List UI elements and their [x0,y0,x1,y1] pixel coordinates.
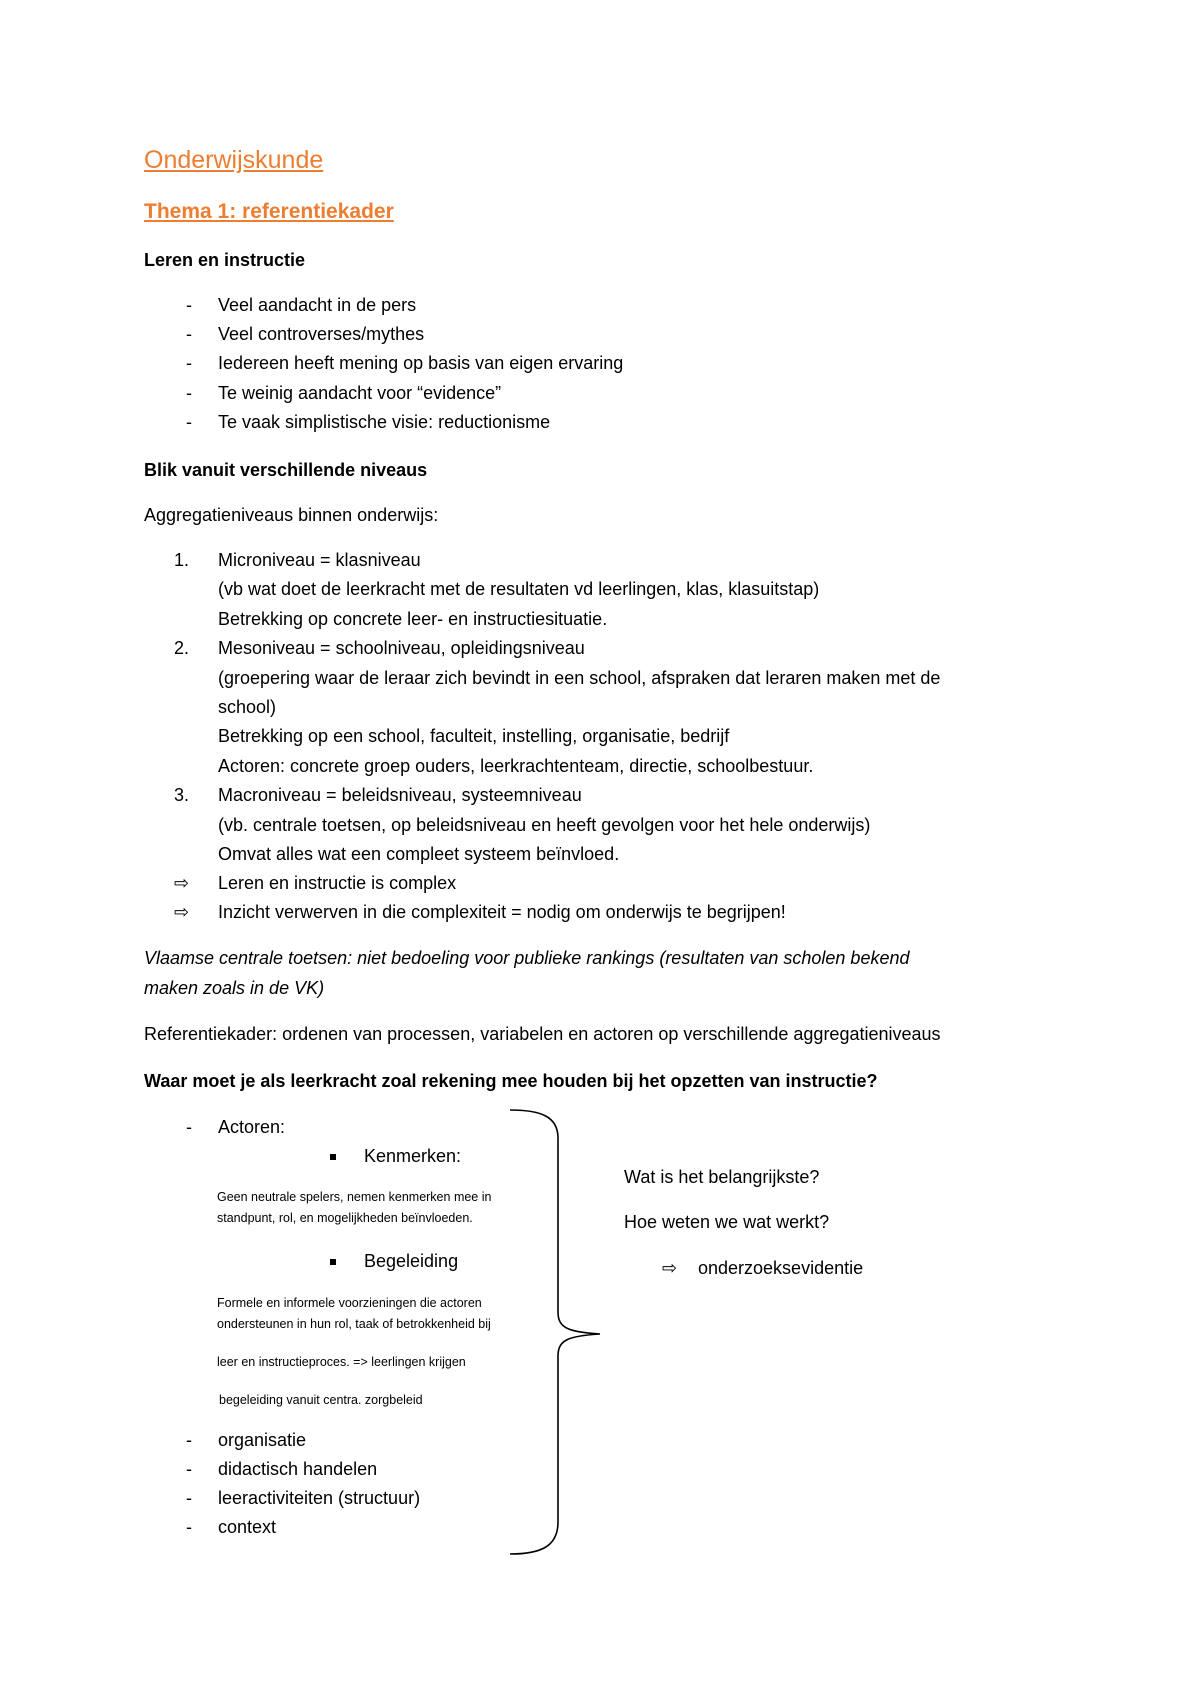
arrow-icon: ⇨ [174,902,190,922]
document-title: Onderwijskunde [144,146,324,174]
list-item: context [218,1517,277,1537]
list-item: Iedereen heeft mening op basis van eigen ervaring [218,353,624,373]
level-line: Omvat alles wat een compleet systeem beïnvloed. [218,844,620,864]
level-line: Actoren: concrete groep ouders, leerkrachtenteam, directie, schoolbestuur. [218,756,814,776]
level-line: (groepering waar de leraar zich bevindt in een school, afspraken dat leraren maken met de [218,668,941,688]
level-line: school) [218,697,277,717]
list-item: Veel controverses/mythes [218,324,425,344]
referentiekader-definition: Referentiekader: ordenen van processen, variabelen en actoren op verschillende aggregatieniveaus [144,1024,941,1044]
list-item: leeractiviteiten (structuur) [218,1488,421,1508]
question-belangrijkste: Wat is het belangrijkste? [624,1167,820,1187]
kenmerken-text-line: Geen neutrale spelers, nemen kenmerken mee in [217,1190,492,1204]
list-number: 3. [174,785,190,805]
list-item: organisatie [218,1430,307,1450]
arrow-icon: ⇨ [174,873,190,893]
kenmerken-text-line: standpunt, rol, en mogelijkheden beïnvloeden. [217,1211,473,1225]
begeleiding-label: Begeleiding [364,1251,459,1271]
begeleiding-text-line: leer en instructieproces. => leerlingen krijgen [217,1355,466,1369]
dash-marker: - [186,1117,192,1137]
level-line: Microniveau = klasniveau [218,550,421,570]
curly-brace-icon [500,1102,610,1562]
answer-evidence: onderzoeksevidentie [698,1258,864,1278]
dash-marker: - [186,412,192,432]
dash-marker: - [186,295,192,315]
conclusion-item: Leren en instructie is complex [218,873,457,893]
arrow-icon: ⇨ [662,1258,678,1278]
list-number: 1. [174,550,190,570]
conclusion-item: Inzicht verwerven in die complexiteit = nodig om onderwijs te begrijpen! [218,902,786,922]
dash-marker: - [186,324,192,344]
begeleiding-text-line: ondersteunen in hun rol, taak of betrokkenheid bij [217,1317,491,1331]
kenmerken-label: Kenmerken: [364,1146,462,1166]
dash-marker: - [186,383,192,403]
dash-marker: - [186,1430,192,1450]
italic-note-line-1: Vlaamse centrale toetsen: niet bedoeling voor publieke rankings (resultaten van scholen bekend [144,948,910,968]
begeleiding-text-line: Formele en informele voorzieningen die actoren [217,1296,482,1310]
theme-heading: Thema 1: referentiekader [144,200,394,223]
list-item: Te vaak simplistische visie: reductionisme [218,412,551,432]
actoren-label: Actoren: [218,1117,286,1137]
section-heading-niveaus: Blik vanuit verschillende niveaus [144,460,428,480]
list-number: 2. [174,638,190,658]
square-bullet-icon [330,1259,336,1265]
list-item: didactisch handelen [218,1459,378,1479]
italic-note-line-2: maken zoals in de VK) [144,978,325,998]
level-line: Betrekking op een school, faculteit, instelling, organisatie, bedrijf [218,726,730,746]
dash-marker: - [186,1459,192,1479]
level-line: Betrekking op concrete leer- en instructiesituatie. [218,609,608,629]
dash-marker: - [186,353,192,373]
level-line: Mesoniveau = schoolniveau, opleidingsniveau [218,638,585,658]
dash-marker: - [186,1488,192,1508]
instruction-question: Waar moet je als leerkracht zoal rekening mee houden bij het opzetten van instructie? [144,1071,878,1091]
aggregation-intro: Aggregatieniveaus binnen onderwijs: [144,505,439,525]
list-item: Te weinig aandacht voor “evidence” [218,383,502,403]
level-line: (vb wat doet de leerkracht met de resultaten vd leerlingen, klas, klasuitstap) [218,579,820,599]
level-line: (vb. centrale toetsen, op beleidsniveau en heeft gevolgen voor het hele onderwijs) [218,815,871,835]
square-bullet-icon [330,1154,336,1160]
begeleiding-text-line: begeleiding vanuit centra. zorgbeleid [219,1393,423,1407]
list-item: Veel aandacht in de pers [218,295,417,315]
question-wat-werkt: Hoe weten we wat werkt? [624,1212,830,1232]
level-line: Macroniveau = beleidsniveau, systeemniveau [218,785,582,805]
dash-marker: - [186,1517,192,1537]
section-heading-leren: Leren en instructie [144,250,306,270]
